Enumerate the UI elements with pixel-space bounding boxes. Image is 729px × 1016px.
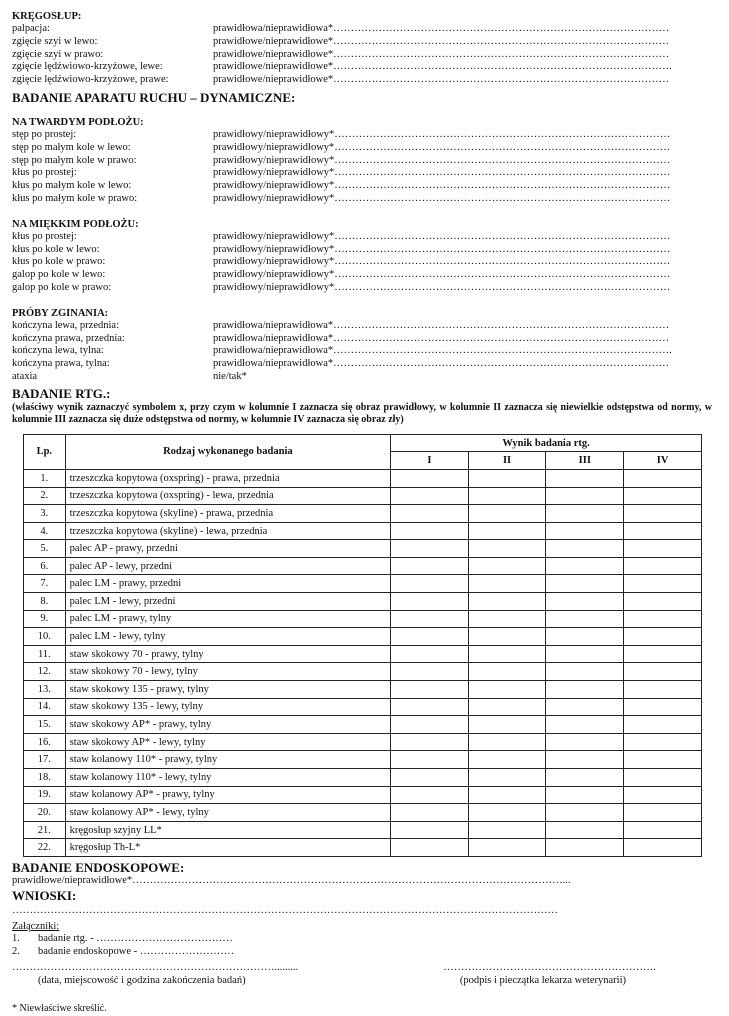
hard-surface-label: kłus po prostej: <box>12 167 77 179</box>
exam-type: trzeszczka kopytowa (skyline) - prawa, przednia <box>65 505 390 523</box>
table-row <box>24 505 702 523</box>
footnote: * Niewłaściwe skreślić. <box>12 1002 107 1014</box>
result-cell-iii[interactable] <box>546 593 624 611</box>
result-cell-i[interactable] <box>391 575 469 593</box>
hard-surface-value: prawidłowy/nieprawidłowy*…………………………………………………………………………………… <box>213 192 671 204</box>
soft-surface-value: prawidłowy/nieprawidłowy*…………………………………………………………………………………… <box>213 269 671 281</box>
result-cell-i[interactable] <box>391 469 469 487</box>
row-number: 13. <box>24 681 66 699</box>
result-cell-ii[interactable] <box>468 769 546 787</box>
result-cell-i[interactable] <box>391 681 469 699</box>
hard-surface-row[interactable] <box>12 142 712 155</box>
spine-value: prawidłowe/nieprawidłowe*…………………………………………………………………………………… <box>213 48 670 60</box>
row-number: 19. <box>24 786 66 804</box>
flexion-section <box>12 320 712 384</box>
row-number: 22. <box>24 839 66 857</box>
result-cell-ii[interactable] <box>468 716 546 734</box>
result-cell-ii[interactable] <box>468 786 546 804</box>
result-cell-ii[interactable] <box>468 663 546 681</box>
table-row <box>24 681 702 699</box>
spine-row[interactable] <box>12 49 712 62</box>
col-iv-header: IV <box>624 452 702 470</box>
soft-surface-label: galop po kole w prawo: <box>12 281 112 293</box>
result-cell-ii[interactable] <box>468 733 546 751</box>
rtg-table <box>23 434 702 857</box>
result-cell-iii[interactable] <box>546 786 624 804</box>
result-cell-ii[interactable] <box>468 698 546 716</box>
hard-surface-value: prawidłowy/nieprawidłowy*…………………………………………………………………………………… <box>213 154 671 166</box>
signature-caption: (podpis i pieczątka lekarza weterynarii) <box>459 974 626 986</box>
result-cell-ii[interactable] <box>468 751 546 769</box>
table-row <box>24 804 702 822</box>
row-number: 14. <box>24 698 66 716</box>
endoscopy-result[interactable]: prawidłowe/nieprawidłowe*……………………………………………………………………………………………………………... <box>12 874 571 886</box>
table-row <box>24 663 702 681</box>
result-cell-i[interactable] <box>391 487 469 505</box>
spine-label: zgięcie lędźwiowo-krzyżowe, lewe: <box>12 61 163 73</box>
row-number: 8. <box>24 593 66 611</box>
row-number: 2. <box>24 487 66 505</box>
result-cell-iii[interactable] <box>546 733 624 751</box>
result-cell-ii[interactable] <box>468 505 546 523</box>
result-cell-iii[interactable] <box>546 769 624 787</box>
dynamic-heading: BADANIE APARATU RUCHU – DYNAMICZNE: <box>12 89 296 105</box>
hard-surface-label: stęp po małym kole w prawo: <box>12 154 137 166</box>
conclusions-line[interactable]: ………………………………………………………………………………………………………………………………………… <box>12 904 558 916</box>
result-cell-ii[interactable] <box>468 593 546 611</box>
result-cell-iii[interactable] <box>546 628 624 646</box>
exam-type: palec LM - prawy, przedni <box>65 575 390 593</box>
result-cell-iii[interactable] <box>546 487 624 505</box>
row-number: 12. <box>24 663 66 681</box>
result-cell-iv[interactable] <box>624 663 702 681</box>
spine-value: prawidłowe/nieprawidłowe*……………………………………………………………………………………. <box>213 61 672 73</box>
result-cell-i[interactable] <box>391 698 469 716</box>
result-cell-iii[interactable] <box>546 716 624 734</box>
flexion-label: kończyna prawa, przednia: <box>12 332 125 344</box>
soft-surface-value: prawidłowy/nieprawidłowy*…………………………………………………………………………………… <box>213 243 671 255</box>
row-number: 20. <box>24 804 66 822</box>
result-cell-iv[interactable] <box>624 821 702 839</box>
col-name-header: Rodzaj wykonanego badania <box>65 434 390 469</box>
col-iii-header: III <box>546 452 624 470</box>
rtg-heading: BADANIE RTG.: <box>12 385 111 401</box>
table-row <box>24 610 702 628</box>
table-row <box>24 645 702 663</box>
result-cell-ii[interactable] <box>468 487 546 505</box>
table-row <box>24 786 702 804</box>
result-cell-iv[interactable] <box>624 469 702 487</box>
flexion-label: ataxia <box>12 370 38 382</box>
result-cell-iv[interactable] <box>624 540 702 558</box>
hard-surface-row[interactable] <box>12 167 712 180</box>
table-row <box>24 628 702 646</box>
row-number: 21. <box>24 821 66 839</box>
result-cell-ii[interactable] <box>468 522 546 540</box>
spine-row[interactable] <box>12 74 712 87</box>
result-cell-iii[interactable] <box>546 610 624 628</box>
soft-surface-value: prawidłowy/nieprawidłowy*…………………………………………………………………………………… <box>213 281 671 293</box>
result-cell-i[interactable] <box>391 557 469 575</box>
result-cell-iii[interactable] <box>546 540 624 558</box>
result-cell-ii[interactable] <box>468 804 546 822</box>
result-cell-i[interactable] <box>391 645 469 663</box>
hard-surface-value: prawidłowy/nieprawidłowy*…………………………………………………………………………………… <box>213 180 671 192</box>
flexion-heading: PRÓBY ZGINANIA: <box>12 307 109 319</box>
row-number: 5. <box>24 540 66 558</box>
hard-surface-section <box>12 129 712 206</box>
result-cell-iii[interactable] <box>546 698 624 716</box>
exam-type: staw kolanowy 110* - lewy, tylny <box>65 769 390 787</box>
result-cell-iv[interactable] <box>624 610 702 628</box>
col-result-header: Wynik badania rtg. <box>391 434 702 452</box>
exam-type: staw kolanowy AP* - lewy, tylny <box>65 804 390 822</box>
table-row <box>24 469 702 487</box>
spine-value: prawidłowe/nieprawidłowe*…………………………………………………………………………………… <box>213 35 670 47</box>
spine-value: prawidłowe/nieprawidłowe*…………………………………………………………………………………… <box>213 74 670 86</box>
result-cell-iii[interactable] <box>546 505 624 523</box>
result-cell-iv[interactable] <box>624 786 702 804</box>
result-cell-iv[interactable] <box>624 645 702 663</box>
col-lp-header: Lp. <box>24 434 66 469</box>
row-number: 6. <box>24 557 66 575</box>
result-cell-iii[interactable] <box>546 645 624 663</box>
result-cell-i[interactable] <box>391 786 469 804</box>
result-cell-i[interactable] <box>391 593 469 611</box>
exam-type: staw skokowy 70 - prawy, tylny <box>65 645 390 663</box>
result-cell-ii[interactable] <box>468 821 546 839</box>
result-cell-i[interactable] <box>391 505 469 523</box>
result-cell-iv[interactable] <box>624 751 702 769</box>
result-cell-iii[interactable] <box>546 469 624 487</box>
result-cell-iv[interactable] <box>624 593 702 611</box>
spine-row[interactable] <box>12 61 712 74</box>
hard-surface-label: stęp po małym kole w lewo: <box>12 141 131 153</box>
result-cell-ii[interactable] <box>468 645 546 663</box>
result-cell-iv[interactable] <box>624 698 702 716</box>
exam-type: kręgosłup szyjny LL* <box>65 821 390 839</box>
flexion-row[interactable] <box>12 358 712 371</box>
result-cell-iv[interactable] <box>624 557 702 575</box>
result-cell-i[interactable] <box>391 628 469 646</box>
row-number: 1. <box>24 469 66 487</box>
flexion-row[interactable] <box>12 320 712 333</box>
row-number: 18. <box>24 769 66 787</box>
exam-type: staw skokowy AP* - lewy, tylny <box>65 733 390 751</box>
flexion-label: kończyna lewa, przednia: <box>12 319 119 331</box>
result-cell-ii[interactable] <box>468 575 546 593</box>
hard-surface-value: prawidłowy/nieprawidłowy*…………………………………………………………………………………… <box>213 128 671 140</box>
result-cell-iv[interactable] <box>624 522 702 540</box>
exam-type: palec AP - lewy, przedni <box>65 557 390 575</box>
result-cell-i[interactable] <box>391 663 469 681</box>
attachment-item[interactable]: 2. badanie endoskopowe - ……………………… <box>12 946 235 958</box>
flexion-row[interactable] <box>12 345 712 358</box>
exam-type: kręgosłup Th-L* <box>65 839 390 857</box>
row-number: 3. <box>24 505 66 523</box>
flexion-value: prawidłowa/nieprawidłowa*……………………………………………………………………………………. <box>213 345 672 357</box>
result-cell-iv[interactable] <box>624 505 702 523</box>
hard-surface-label: kłus po małym kole w lewo: <box>12 180 132 192</box>
result-cell-iv[interactable] <box>624 628 702 646</box>
result-cell-iii[interactable] <box>546 522 624 540</box>
exam-type: palec LM - prawy, tylny <box>65 610 390 628</box>
endoscopy-heading: BADANIE ENDOSKOPOWE: <box>12 859 185 875</box>
soft-surface-row[interactable] <box>12 256 712 269</box>
result-cell-ii[interactable] <box>468 469 546 487</box>
result-cell-i[interactable] <box>391 733 469 751</box>
row-number: 17. <box>24 751 66 769</box>
result-cell-iii[interactable] <box>546 751 624 769</box>
spine-heading: KRĘGOSŁUP: <box>12 11 82 22</box>
table-row <box>24 522 702 540</box>
soft-surface-row[interactable] <box>12 231 712 244</box>
flexion-label: kończyna lewa, tylna: <box>12 345 104 357</box>
result-cell-iii[interactable] <box>546 575 624 593</box>
hard-surface-label: kłus po małym kole w prawo: <box>12 192 138 204</box>
hard-surface-value: prawidłowy/nieprawidłowy*…………………………………………………………………………………… <box>213 141 671 153</box>
flexion-label: kończyna prawa, tylna: <box>12 358 110 370</box>
attachments-heading: Załączniki: <box>12 920 60 932</box>
exam-type: palec LM - lewy, przedni <box>65 593 390 611</box>
result-cell-i[interactable] <box>391 716 469 734</box>
attachment-item[interactable]: 1. badanie rtg. - ………………………………… <box>12 933 233 945</box>
soft-surface-label: kłus po kole w prawo: <box>12 256 106 268</box>
result-cell-iii[interactable] <box>546 557 624 575</box>
col-ii-header: II <box>468 452 546 470</box>
table-row <box>24 557 702 575</box>
table-row <box>24 751 702 769</box>
table-row <box>24 716 702 734</box>
soft-surface-row[interactable] <box>12 282 712 295</box>
spine-value: prawidłowa/nieprawidłowa*…………………………………………………………………………………… <box>213 23 670 34</box>
table-row <box>24 575 702 593</box>
result-cell-i[interactable] <box>391 839 469 857</box>
result-cell-iv[interactable] <box>624 769 702 787</box>
result-cell-ii[interactable] <box>468 557 546 575</box>
exam-form <box>12 10 712 1014</box>
result-cell-i[interactable] <box>391 804 469 822</box>
result-cell-iv[interactable] <box>624 681 702 699</box>
date-place-line[interactable]: …………………………………………………………………......... <box>12 961 299 973</box>
hard-surface-label: stęp po prostej: <box>12 128 77 140</box>
soft-surface-row[interactable] <box>12 269 712 282</box>
row-number: 11. <box>24 645 66 663</box>
result-cell-iii[interactable] <box>546 663 624 681</box>
soft-surface-value: prawidłowy/nieprawidłowy*…………………………………………………………………………………… <box>213 256 671 268</box>
result-cell-iii[interactable] <box>546 681 624 699</box>
table-row <box>24 839 702 857</box>
conclusions-heading: WNIOSKI: <box>12 887 77 903</box>
hard-surface-row[interactable] <box>12 193 712 206</box>
result-cell-i[interactable] <box>391 540 469 558</box>
soft-surface-value: prawidłowy/nieprawidłowy*…………………………………………………………………………………… <box>213 230 671 242</box>
hard-surface-heading: NA TWARDYM PODŁOŻU: <box>12 116 144 128</box>
result-cell-i[interactable] <box>391 821 469 839</box>
row-number: 16. <box>24 733 66 751</box>
soft-surface-row[interactable] <box>12 244 712 257</box>
result-cell-iv[interactable] <box>624 575 702 593</box>
spine-label: zgięcie lędźwiowo-krzyżowe, prawe: <box>12 74 169 86</box>
col-i-header: I <box>391 452 469 470</box>
table-row <box>24 698 702 716</box>
date-place-caption: (data, miejscowość i godzina zakończenia badań) <box>38 974 246 986</box>
hard-surface-value: prawidłowy/nieprawidłowy*…………………………………………………………………………………… <box>213 167 671 179</box>
result-cell-ii[interactable] <box>468 540 546 558</box>
table-row <box>24 733 702 751</box>
exam-type: staw skokowy 135 - prawy, tylny <box>65 681 390 699</box>
hard-surface-row[interactable] <box>12 180 712 193</box>
result-cell-iv[interactable] <box>624 487 702 505</box>
exam-type: palec LM - lewy, tylny <box>65 628 390 646</box>
spine-label: zgięcie szyi w prawo: <box>12 48 104 60</box>
flexion-row[interactable] <box>12 371 712 384</box>
table-row <box>24 593 702 611</box>
signature-line[interactable]: ……………………………………………………. <box>443 961 656 973</box>
row-number: 10. <box>24 628 66 646</box>
exam-type: staw kolanowy AP* - prawy, tylny <box>65 786 390 804</box>
flexion-value: prawidłowa/nieprawidłowa*…………………………………………………………………………………… <box>213 319 670 331</box>
result-cell-ii[interactable] <box>468 628 546 646</box>
row-number: 7. <box>24 575 66 593</box>
row-number: 9. <box>24 610 66 628</box>
rtg-table-body <box>24 469 702 856</box>
spine-section <box>12 23 712 87</box>
exam-type: staw skokowy 70 - lewy, tylny <box>65 663 390 681</box>
result-cell-i[interactable] <box>391 769 469 787</box>
rtg-instructions: (właściwy wynik zaznaczyć symbolem x, przy czym w kolumnie I zaznacza się obraz prawidłowy, w kolumnie II zaznacza się niewielkie odstępstwa od normy, w kolumnie III zaznacza się duże odstępstwa od normy, w kolumnie IV zaznacza się obraz zły) <box>12 401 712 426</box>
result-cell-iv[interactable] <box>624 716 702 734</box>
soft-surface-label: kłus po prostej: <box>12 230 77 242</box>
hard-surface-row[interactable] <box>12 155 712 168</box>
table-row <box>24 487 702 505</box>
row-number: 15. <box>24 716 66 734</box>
exam-type: trzeszczka kopytowa (oxspring) - prawa, przednia <box>65 469 390 487</box>
flexion-value: nie/tak* <box>213 370 247 382</box>
result-cell-iii[interactable] <box>546 821 624 839</box>
spine-row[interactable] <box>12 23 712 36</box>
row-number: 4. <box>24 522 66 540</box>
exam-type: palec AP - prawy, przedni <box>65 540 390 558</box>
result-cell-i[interactable] <box>391 751 469 769</box>
flexion-value: prawidłowa/nieprawidłowa*…………………………………………………………………………………… <box>213 332 670 344</box>
result-cell-ii[interactable] <box>468 681 546 699</box>
result-cell-iv[interactable] <box>624 733 702 751</box>
table-row <box>24 821 702 839</box>
exam-type: staw skokowy AP* - prawy, tylny <box>65 716 390 734</box>
spine-label: zgięcie szyi w lewo: <box>12 35 98 47</box>
soft-surface-heading: NA MIĘKKIM PODŁOŻU: <box>12 218 139 230</box>
spine-row[interactable] <box>12 36 712 49</box>
result-cell-iii[interactable] <box>546 839 624 857</box>
hard-surface-row[interactable] <box>12 129 712 142</box>
soft-surface-section <box>12 231 712 295</box>
flexion-row[interactable] <box>12 333 712 346</box>
soft-surface-label: galop po kole w lewo: <box>12 269 106 281</box>
table-row <box>24 769 702 787</box>
result-cell-iv[interactable] <box>624 839 702 857</box>
exam-type: staw skokowy 135 - lewy, tylny <box>65 698 390 716</box>
soft-surface-label: kłus po kole w lewo: <box>12 243 100 255</box>
exam-type: trzeszczka kopytowa (oxspring) - lewa, przednia <box>65 487 390 505</box>
result-cell-ii[interactable] <box>468 839 546 857</box>
result-cell-iii[interactable] <box>546 804 624 822</box>
result-cell-i[interactable] <box>391 610 469 628</box>
result-cell-i[interactable] <box>391 522 469 540</box>
spine-label: palpacja: <box>12 23 50 34</box>
exam-type: trzeszczka kopytowa (skyline) - lewa, przednia <box>65 522 390 540</box>
table-row <box>24 540 702 558</box>
result-cell-ii[interactable] <box>468 610 546 628</box>
exam-type: staw kolanowy 110* - prawy, tylny <box>65 751 390 769</box>
flexion-value: prawidłowa/nieprawidłowa*…………………………………………………………………………………… <box>213 358 670 370</box>
result-cell-iv[interactable] <box>624 804 702 822</box>
